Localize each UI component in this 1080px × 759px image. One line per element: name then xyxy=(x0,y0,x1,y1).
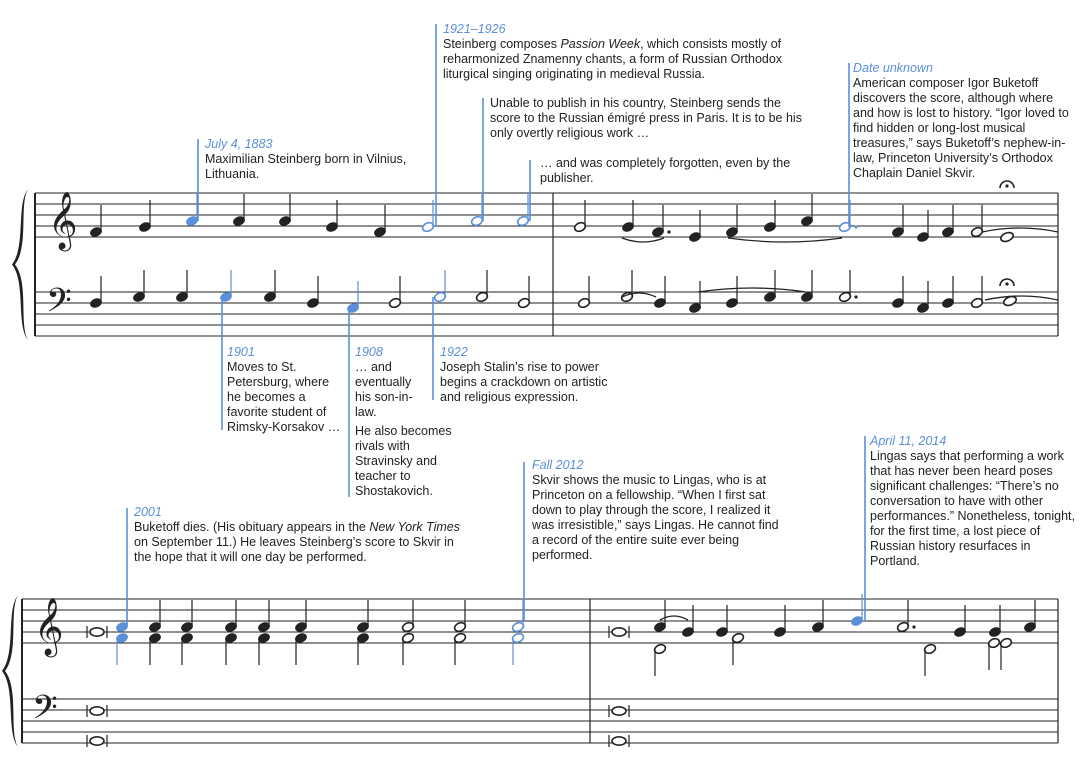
tie xyxy=(698,288,806,292)
annotation-text: Moves to St. Petersburg, where he becomes a favorite student of Rimsky-Korsakov … xyxy=(227,360,341,434)
annotation-text: Steinberg composes Passion Week, which consists mostly of reharmonized Znamenny chants, a form of Russian Orthodox liturgical singing originating in medieval Russia. xyxy=(443,37,783,81)
annotation-1901 xyxy=(227,345,345,435)
treble-clef: 𝄞 xyxy=(48,191,78,249)
annotation-fall-2012 xyxy=(532,458,787,563)
whole-note xyxy=(90,707,104,715)
tie xyxy=(660,616,688,620)
annotation-date: April 11, 2014 xyxy=(870,434,947,448)
fermata-dot xyxy=(1005,282,1008,285)
annotation-date: Fall 2012 xyxy=(532,458,584,472)
brace xyxy=(12,189,28,340)
annotation-forgotten xyxy=(540,156,825,186)
annotation-text: Skvir shows the music to Lingas, who is at Princeton on a fellowship. “When I first sat down to play through the score, I realized it was irresistible,” says Lingas. He cannot find a record of the entire suite ever being performed. xyxy=(532,473,779,562)
note-dot xyxy=(912,625,915,628)
annotation-date: 1921–1926 xyxy=(443,22,506,36)
note-dot xyxy=(854,295,857,298)
annotation-text: Unable to publish in his country, Steinberg sends the score to the Russian émigré press in Paris. It is to be his only overtly religious work … xyxy=(490,96,802,140)
annotation-text: … and was completely forgotten, even by the publisher. xyxy=(540,156,791,185)
annotation-date: 1908 xyxy=(355,345,383,359)
annotation-date: Date unknown xyxy=(853,61,933,75)
annotation-date: July 4, 1883 xyxy=(205,137,273,151)
annotation-date: 1901 xyxy=(227,345,255,359)
annotation-date-unknown xyxy=(853,61,1075,181)
note-dot xyxy=(854,225,857,228)
whole-note xyxy=(90,628,104,636)
bass-clef: 𝄢 xyxy=(32,689,58,735)
note xyxy=(999,231,1014,243)
brace xyxy=(2,595,18,747)
annotation-publish-paris xyxy=(490,96,810,141)
annotation-1883 xyxy=(205,137,435,182)
annotation-text: Buketoff dies. (His obituary appears in the New York Times on September 11.) He leaves Steinberg’s score to Skvir in the hope that it will one day be performed. xyxy=(134,520,460,564)
bass-clef: 𝄢 xyxy=(46,282,72,328)
whole-note xyxy=(612,707,626,715)
tie xyxy=(982,228,1058,232)
treble-clef: 𝄞 xyxy=(34,597,64,655)
annotation-date: 1922 xyxy=(440,345,468,359)
annotation-1921-1926 xyxy=(443,22,823,82)
annotation-text: … and eventually his son-in-law. xyxy=(355,360,413,419)
whole-note xyxy=(612,628,626,636)
annotation-date: 2001 xyxy=(134,505,162,519)
annotation-1922 xyxy=(440,345,630,405)
annotation-text: Maximilian Steinberg born in Vilnius, Lithuania. xyxy=(205,152,407,181)
whole-note xyxy=(90,737,104,745)
annotation-text: He also becomes rivals with Stravinsky and teacher to Shostakovich. xyxy=(355,424,452,498)
tie xyxy=(728,238,842,242)
fermata-dot xyxy=(1005,184,1008,187)
tie xyxy=(622,238,664,242)
tie xyxy=(985,296,1058,300)
annotation-text: Lingas says that performing a work that has never been heard poses significant challenges: “There’s no conversation to have with other performances.” Nonetheless, tonight, for the first time, a lost piece of Russian history resurfaces in Portland. xyxy=(870,449,1075,568)
annotation-2001 xyxy=(134,505,464,565)
annotation-text: American composer Igor Buketoff discovers the score, although where and how is lost to history. “Igor loved to find hidden or long-lost musical treasures,” says Buketoff’s nephew-in-law, Princeton University’s Orthodox Chaplain Daniel Skvir. xyxy=(853,76,1069,180)
note-dot xyxy=(667,230,670,233)
annotation-april-2014 xyxy=(870,434,1075,569)
annotation-text: Joseph Stalin’s rise to power begins a crackdown on artistic and religious expression. xyxy=(440,360,608,404)
whole-note xyxy=(612,737,626,745)
